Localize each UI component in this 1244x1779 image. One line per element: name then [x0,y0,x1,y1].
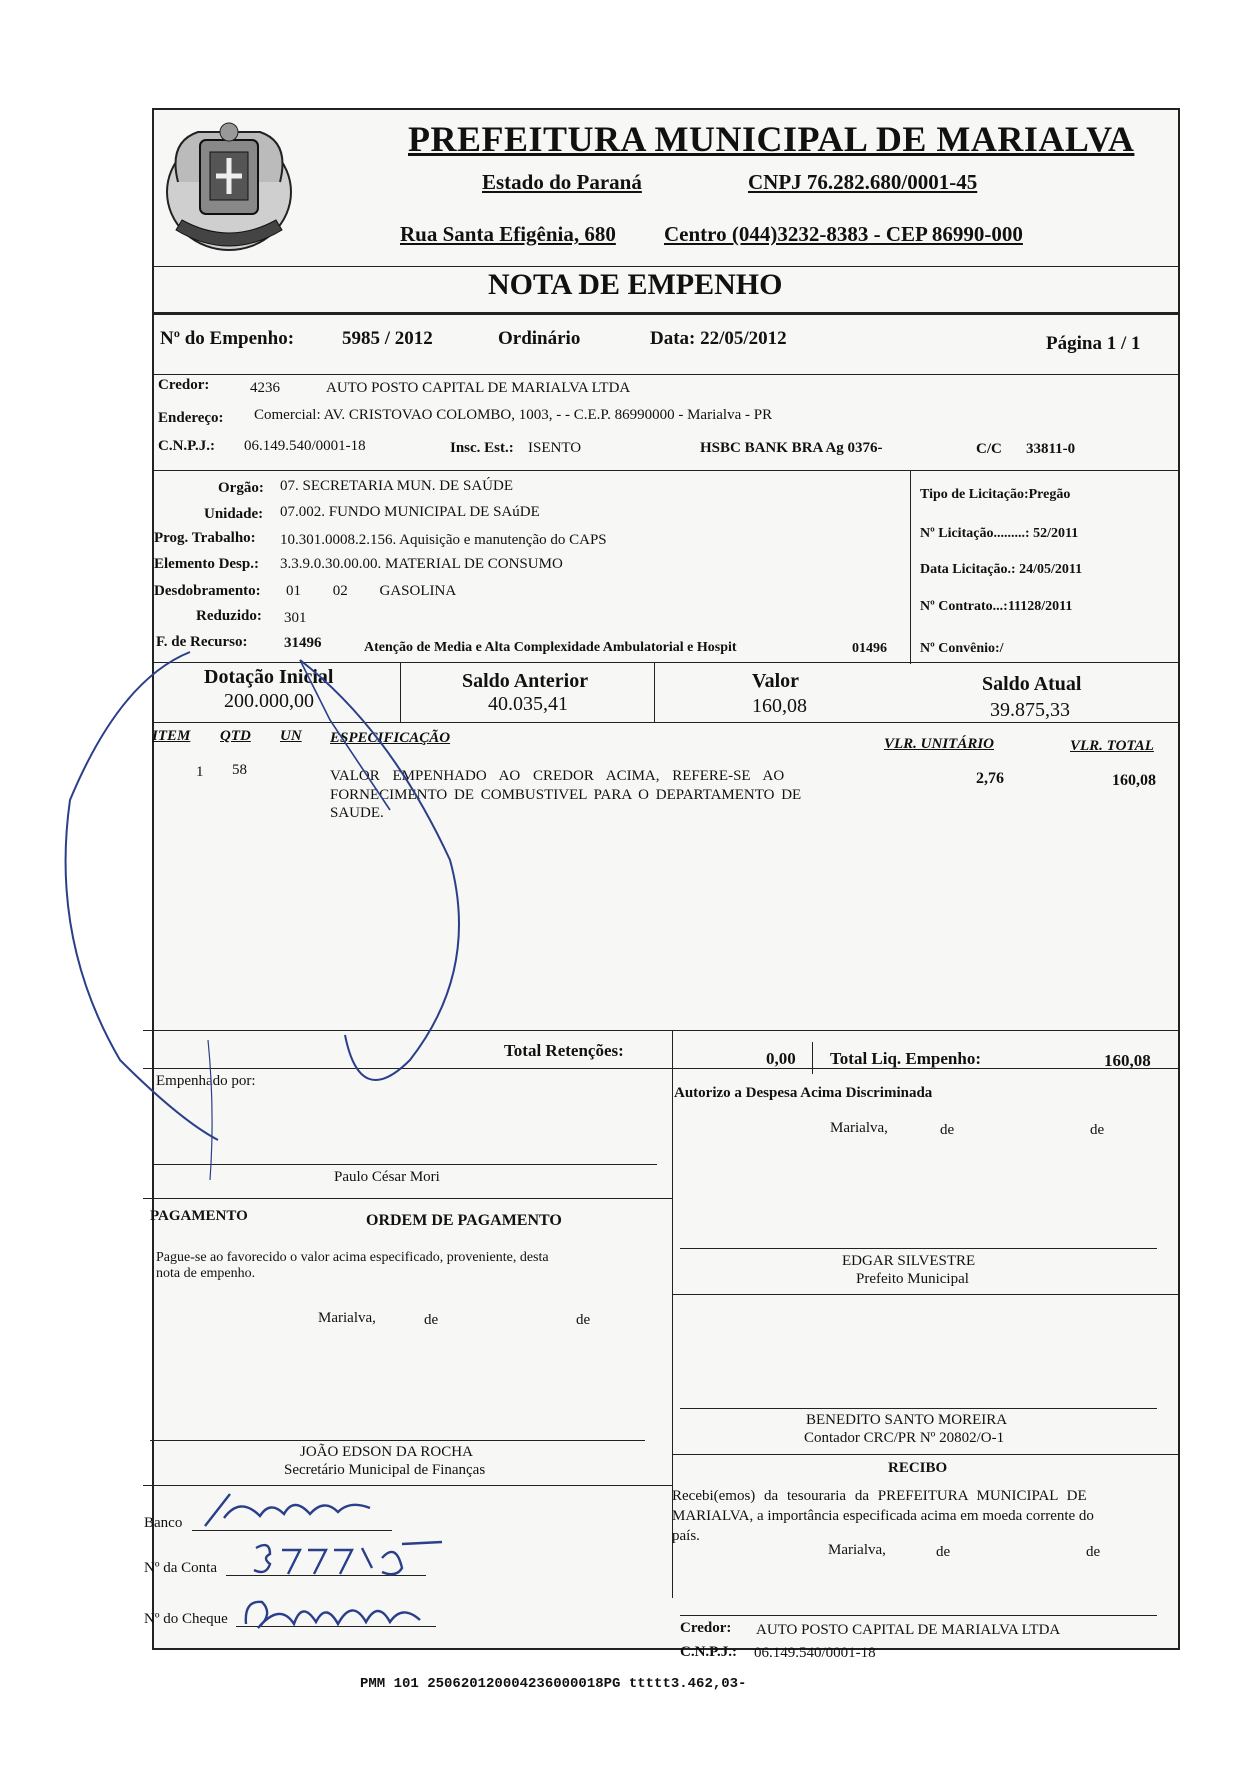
credor-name: AUTO POSTO CAPITAL DE MARIALVA LTDA [326,380,631,396]
autorizo-de-2: de [1090,1122,1105,1138]
street-address: Rua Santa Efigênia, 680 [400,222,616,246]
account-number: 33811-0 [1026,441,1076,457]
desdobramento-value: 01 02 GASOLINA [286,583,457,599]
col-header-un: UN [280,728,302,744]
recibo-credor-name: AUTO POSTO CAPITAL DE MARIALVA LTDA [756,1622,1061,1638]
unidade-value: 07.002. FUNDO MUNICIPAL DE SAúDE [280,504,540,520]
prog-label: Prog. Trabalho: [154,530,256,546]
fonte-value: 31496 [284,635,322,651]
empenhado-label: Empenhado por: [156,1073,256,1089]
empenho-number: 5985 / 2012 [342,328,433,349]
prefeito-name: EDGAR SILVESTRE [842,1253,976,1269]
secretario-title: Secretário Municipal de Finanças [284,1462,486,1478]
recibo-line3: país. [672,1528,700,1544]
col-header-spec: ESPECIFICAÇÃO [330,730,451,746]
barcode-text: PMM 101 250620120004236000018PG ttttt3.462,03- [360,1676,747,1692]
valor-label: Valor [752,670,800,692]
licitacao-tipo: Tipo de Licitação:Pregão [920,487,1071,502]
retencoes-value: 0,00 [766,1049,796,1068]
district-phone: Centro (044)3232-8383 - CEP 86990-000 [664,222,1023,246]
col-header-unit-price: VLR. UNITÁRIO [884,736,995,752]
ordem-pagamento-label: ORDEM DE PAGAMENTO [366,1212,562,1229]
ordem-city: Marialva, [318,1310,376,1326]
row-unit-price: 2,76 [976,770,1004,787]
retencoes-label: Total Retenções: [504,1041,624,1060]
saldo-atual-label: Saldo Atual [982,673,1082,695]
credor-cnpj: 06.149.540/0001-18 [244,438,366,454]
orgao-value: 07. SECRETARIA MUN. DE SAÚDE [280,478,513,494]
col-header-qtd: QTD [220,728,251,744]
desdobramento-label: Desdobramento: [154,583,261,599]
row-qtd: 58 [232,762,247,778]
conta-label: Nº da Conta [144,1560,217,1576]
state-name: Estado do Paraná [482,170,642,194]
insc-label: Insc. Est.: [450,440,514,456]
pague-line2: nota de empenho. [156,1266,256,1281]
fonte-description: Atenção de Media e Alta Complexidade Ambulatorial e Hospit [364,640,737,655]
insc-value: ISENTO [528,440,582,456]
fonte-code: 01496 [852,641,887,656]
elemento-value: 3.3.9.0.30.00.00. MATERIAL DE CONSUMO [280,556,563,572]
col-header-total: VLR. TOTAL [1070,738,1154,754]
recibo-cnpj: 06.149.540/0001-18 [754,1645,876,1661]
reduzido-label: Reduzido: [196,608,262,624]
empenho-date: Data: 22/05/2012 [650,328,787,349]
saldo-anterior-value: 40.035,41 [488,693,568,715]
licitacao-numero: Nº Licitação.........: 52/2011 [920,526,1079,541]
recibo-cnpj-label: C.N.P.J.: [680,1644,737,1660]
valor-value: 160,08 [752,695,807,717]
account-label: C/C [976,441,1002,457]
contador-title: Contador CRC/PR Nº 20802/O-1 [804,1430,1005,1446]
unidade-label: Unidade: [204,506,264,522]
saldo-anterior-label: Saldo Anterior [462,670,589,692]
total-liq-label: Total Liq. Empenho: [830,1049,981,1068]
recibo-line1: Recebi(emos) da tesouraria da PREFEITURA MUNICIPAL DE [672,1488,1087,1504]
bank-info: HSBC BANK BRA Ag 0376- [700,440,883,456]
handwritten-banco-signature [200,1488,400,1532]
row-total: 160,08 [1112,772,1156,789]
total-liq-value: 160,08 [1104,1051,1151,1070]
saldo-atual-value: 39.875,33 [990,699,1070,721]
autorizo-text: Autorizo a Despesa Acima Discriminada [674,1085,933,1101]
dotacao-value: 200.000,00 [224,690,314,712]
recibo-credor-label: Credor: [680,1620,732,1636]
cheque-label: Nº do Cheque [144,1611,228,1627]
contador-name: BENEDITO SANTO MOREIRA [806,1412,1008,1428]
ordem-de-1: de [424,1312,439,1328]
contrato-numero: Nº Contrato...:11128/2011 [920,599,1073,614]
col-header-item: ITEM [152,728,191,744]
cnpj-label: C.N.P.J.: [158,438,215,454]
address-label: Endereço: [158,410,224,426]
elemento-label: Elemento Desp.: [154,556,259,572]
autorizo-city: Marialva, [830,1120,888,1136]
ordem-de-2: de [576,1312,591,1328]
row-spec-line3: SAUDE. [330,805,384,821]
credor-address: Comercial: AV. CRISTOVAO COLOMBO, 1003, - - C.E.P. 86990000 - Marialva - PR [254,407,773,423]
credor-label: Credor: [158,377,210,393]
empenho-number-label: Nº do Empenho: [160,328,295,349]
recibo-de-2: de [1086,1544,1101,1560]
empenhado-name: Paulo César Mori [334,1169,440,1185]
handwritten-cheque-number [240,1594,440,1634]
reduzido-value: 301 [284,610,307,626]
handwritten-stroke-overlay [60,640,480,1200]
page-number: Página 1 / 1 [1046,333,1141,354]
row-spec-line1: VALOR EMPENHADO AO CREDOR ACIMA, REFERE-SE AO [330,768,785,784]
recibo-city: Marialva, [828,1542,886,1558]
page-title: PREFEITURA MUNICIPAL DE MARIALVA [408,119,1135,159]
coat-of-arms-logo [158,112,300,262]
fonte-label: F. de Recurso: [156,634,248,650]
credor-code: 4236 [250,380,280,396]
empenho-kind: Ordinário [498,328,581,349]
city-cnpj: CNPJ 76.282.680/0001-45 [748,170,978,194]
handwritten-account-number [252,1538,452,1580]
pagamento-label: PAGAMENTO [150,1208,248,1224]
prefeito-title: Prefeito Municipal [856,1271,969,1287]
banco-label: Banco [144,1515,183,1531]
dotacao-label: Dotação Inicial [204,666,334,688]
autorizo-de-1: de [940,1122,955,1138]
prog-value: 10.301.0008.2.156. Aquisição e manutenção do CAPS [280,532,607,548]
orgao-label: Orgão: [218,480,264,496]
recibo-de-1: de [936,1544,951,1560]
convenio-numero: Nº Convênio:/ [920,641,1004,656]
recibo-label: RECIBO [888,1460,948,1476]
row-spec-line2: FORNECIMENTO DE COMBUSTIVEL PARA O DEPARTAMENTO DE [330,787,802,803]
licitacao-data: Data Licitação.: 24/05/2011 [920,562,1083,577]
row-item: 1 [196,764,204,780]
pague-line1: Pague-se ao favorecido o valor acima especificado, proveniente, desta [156,1250,549,1265]
document-type: NOTA DE EMPENHO [488,268,783,301]
secretario-name: JOÃO EDSON DA ROCHA [300,1444,473,1460]
recibo-line2: MARIALVA, a importância especificada acima em moeda corrente do [672,1508,1094,1524]
